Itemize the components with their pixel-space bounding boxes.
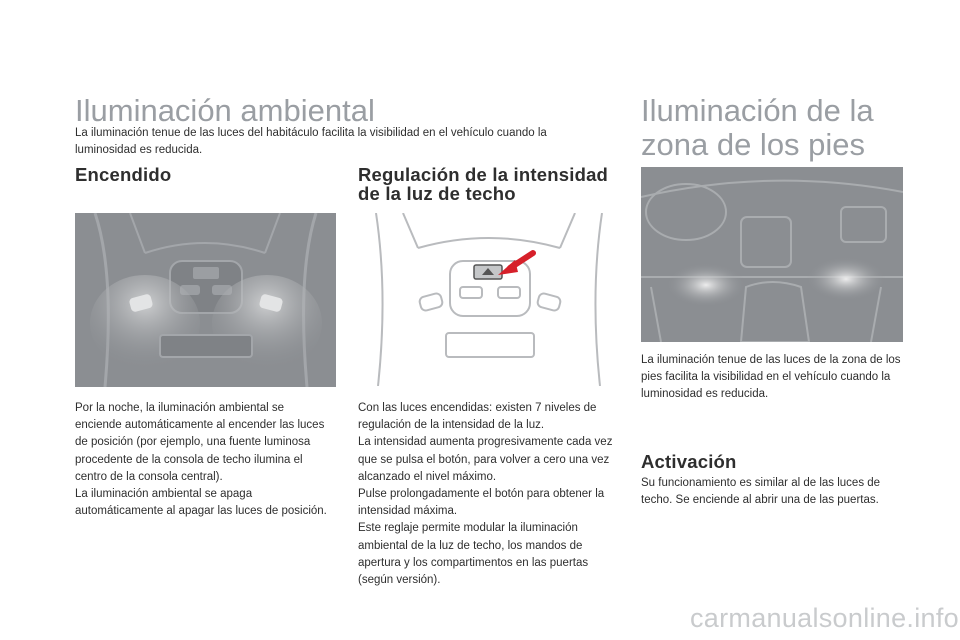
- regulacion-paragraph: La intensidad aumenta progresivamente cada vez que se pulsa el botón, para volver a cero una vez alcanzado el nivel máximo.: [358, 436, 613, 483]
- footwell-intro-text: La iluminación tenue de las luces de la zona de los pies facilita la visibilidad en el vehículo cuando la luminosidad es reducida.: [641, 354, 901, 401]
- figure-ceiling-button: [358, 213, 620, 386]
- heading-encendido: Encendido: [75, 164, 172, 185]
- encendido-paragraph: La iluminación ambiental se apaga automáticamente al apagar las luces de posición.: [75, 488, 327, 518]
- heading-line: de la luz de techo: [358, 183, 516, 204]
- heading-regulacion: [358, 165, 608, 203]
- figure-footwell-lights: [641, 167, 903, 342]
- activacion-body: Su funcionamiento es similar al de las luces de techo. Se enciende al abrir una de las puertas.: [641, 477, 881, 507]
- figure-ceiling-console-ambient: [75, 213, 336, 387]
- regulacion-body: [358, 400, 620, 589]
- regulacion-paragraph: Con las luces encendidas: existen 7 niveles de regulación de la intensidad de la luz.: [358, 402, 597, 432]
- regulacion-paragraph: Pulse prolongadamente el botón para obtener la intensidad máxima.: [358, 488, 605, 518]
- ambient-intro-text: La iluminación tenue de las luces del habitáculo facilita la visibilidad en el vehículo cuando la luminosidad es reducida.: [75, 127, 547, 157]
- regulacion-paragraph: Este reglaje permite modular la iluminación ambiental de la luz de techo, los mandos de apertura y los compartimentos en las puertas (según versión).: [358, 522, 589, 587]
- encendido-body: [75, 400, 333, 520]
- page-title-footwell-lighting: [641, 94, 874, 162]
- encendido-paragraph: Por la noche, la iluminación ambiental se enciende automáticamente al encender las luces de posición (por ejemplo, una fuente luminosa procedente de la consola de techo ilumina el centro de la consola central).: [75, 402, 325, 483]
- ceiling-console-illustration: [75, 213, 336, 387]
- red-arrow-icon: [498, 253, 533, 275]
- footwell-illustration: [641, 167, 903, 342]
- ceiling-button-illustration: [358, 213, 620, 386]
- page-title-ambient-lighting: Iluminación ambiental: [75, 93, 375, 128]
- heading-activacion: Activación: [641, 451, 737, 472]
- watermark-text: carmanualsonline.info: [690, 603, 959, 633]
- heading-line: Regulación de la intensidad: [358, 164, 609, 185]
- title-line: Iluminación de la: [641, 93, 874, 128]
- title-line: zona de los pies: [641, 127, 866, 162]
